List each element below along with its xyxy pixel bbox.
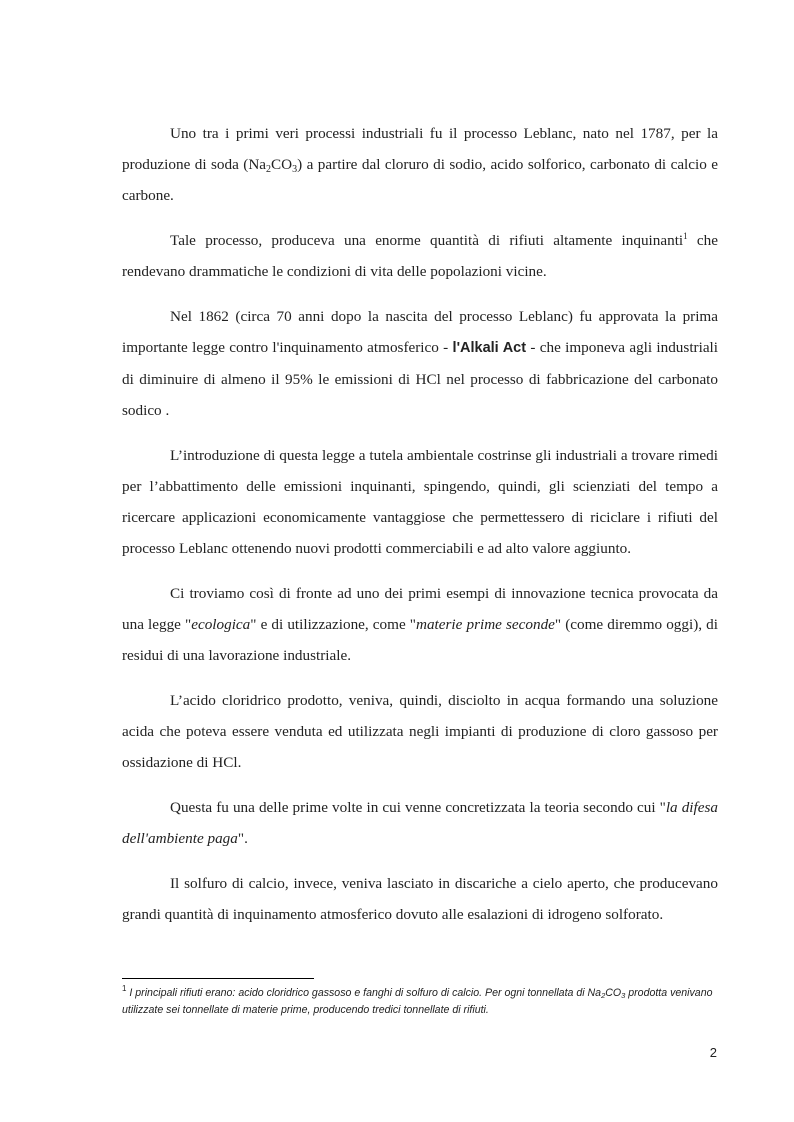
text-run: ) a partire dal cloruro di sodio, acido solforico, carbonato di calcio e carbone. [122,156,718,204]
text-run: Questa fu una delle prime volte in cui venne concretizzata la teoria secondo cui " [170,799,666,816]
text-run: I principali rifiuti erano: acido cloridrico gassoso e fanghi di solfuro di calcio. Per ogni tonnellata di Na [126,987,602,999]
paragraph-law-introduction: L’introduzione di questa legge a tutela ambientale costrinse gli industriali a trovare rimedi per l’abbattimento delle emissioni inquinanti, spingendo, quindi, gli scienziati del tempo a ricercare applicazioni economicamente vantaggiose che permettessero di riciclare i rifiuti del processo Leblanc ottenendo nuovi prodotti commerciabili e ad alto valore aggiunto. [122,447,718,557]
footnote-reference[interactable]: 1 [683,231,688,241]
footnote-separator [122,978,314,979]
text-run: CO [605,987,622,999]
footnote [122,985,718,1019]
text-run: Uno tra i primi veri processi industriali fu il processo Leblanc, nato nel 1787, per la produzione di soda (Na [122,125,718,173]
document-body [122,118,718,944]
subscript: 3 [621,991,626,1000]
page-number: 2 [709,1045,717,1060]
text-run: " e di utilizzazione, come " [250,616,416,633]
paragraph-hydrochloric-acid: L’acido cloridrico prodotto, veniva, quindi, disciolto in acqua formando una soluzione acida che poteva essere venduta ed utilizzata negli impianti di produzione di cloro gassoso per ossidazione di HCl. [122,692,718,771]
text-run: ". [237,830,248,847]
bold-term: l'Alkali Act [452,340,527,356]
paragraph-waste [122,225,718,287]
paragraph-calcium-sulfide: Il solfuro di calcio, invece, veniva lasciato in discariche a cielo aperto, che producevano grandi quantità di inquinamento atmosferico dovuto alle esalazioni di idrogeno solforato. [122,875,718,923]
footnote-marker: 1 [122,984,127,993]
paragraph-theory [122,792,718,854]
italic-term: materie prime seconde [415,616,555,633]
paragraph-alkali-act [122,301,718,426]
text-run: CO [271,156,293,173]
text-run: Tale processo, produceva una enorme quantità di rifiuti altamente inquinanti [170,232,684,249]
subscript: 2 [601,991,606,1000]
italic-term: la difesa dell'ambiente paga [122,799,718,847]
text-run: Ci troviamo così di fronte ad uno dei primi esempi di innovazione tecnica provocata da una legge " [122,585,718,633]
text-run: che rendevano drammatiche le condizioni di vita delle popolazioni vicine. [122,232,719,280]
subscript: 2 [266,164,272,175]
paragraph-innovation [122,578,718,671]
italic-term: ecologica [191,616,251,633]
text-run: " (come diremmo oggi), di residui di una lavorazione industriale. [122,616,718,664]
subscript: 3 [292,164,298,175]
text-run: prodotta venivano utilizzate sei tonnellate di materie prime, producendo tredici tonnellate di rifiuti. [122,987,713,1016]
paragraph-leblanc-process [122,118,718,211]
text-run: Nel 1862 (circa 70 anni dopo la nascita del processo Leblanc) fu approvata la prima importante legge contro l'inquinamento atmosferico - [122,308,718,356]
text-run: - che imponeva agli industriali di diminuire di almeno il 95% le emissioni di HCl nel processo di fabbricazione del carbonato sodico . [122,339,718,419]
